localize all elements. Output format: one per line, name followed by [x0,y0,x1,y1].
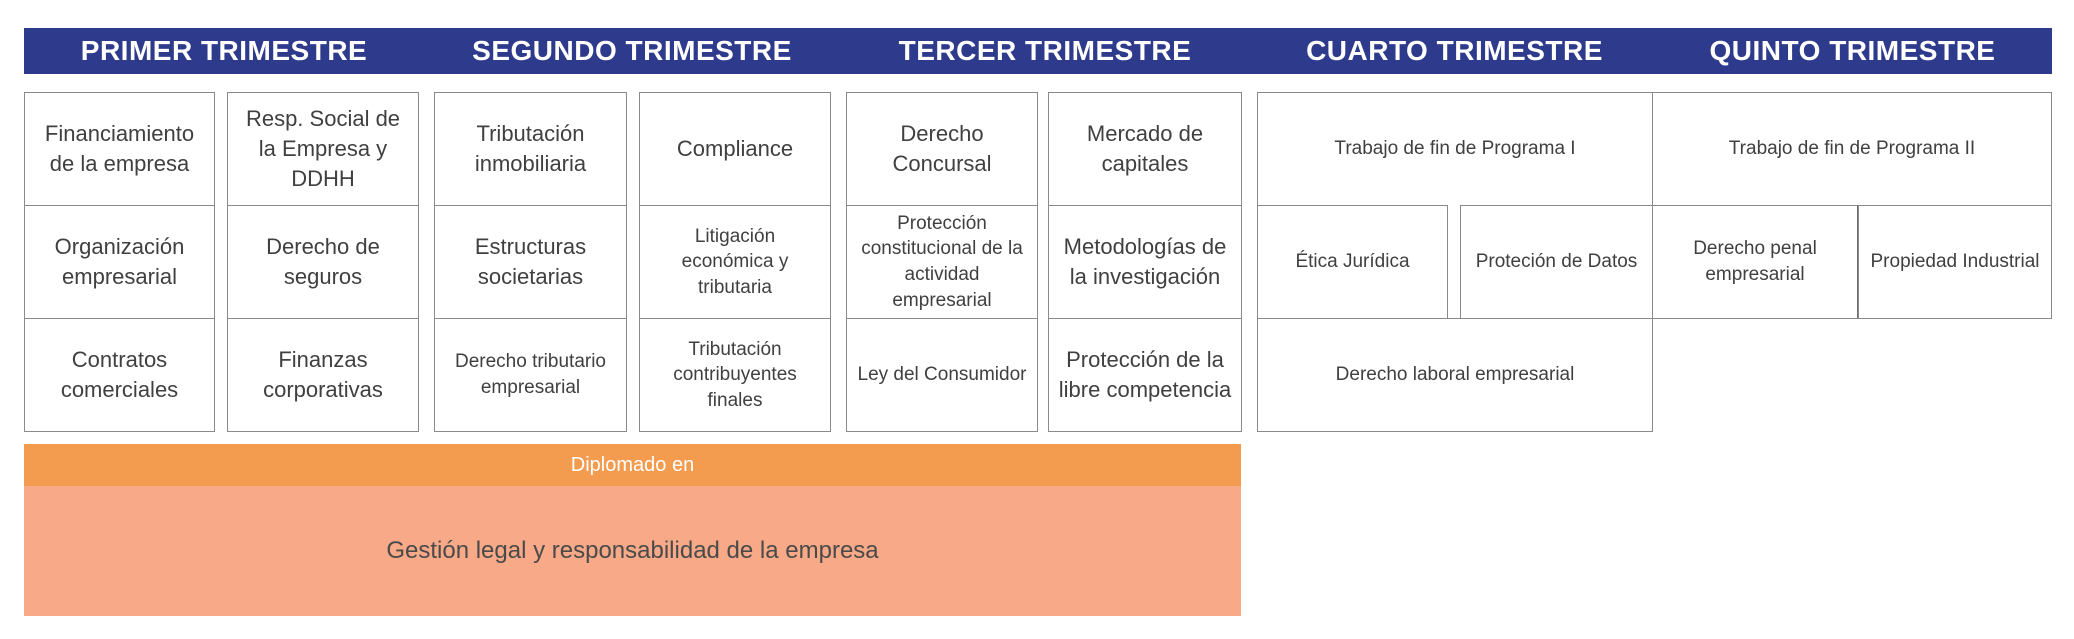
course-derecho-seguros: Derecho de seguros [227,205,419,319]
course-organizacion: Organización empresarial [24,205,215,319]
diplomado-title: Gestión legal y responsabilidad de la empresa [24,486,1241,616]
course-tributacion-contribuyentes: Tributación contribuyentes finales [639,318,831,432]
course-metodologias: Metodologías de la investigación [1048,205,1242,319]
column-separator [1447,205,1461,319]
course-litigacion: Litigación económica y tributaria [639,205,831,319]
course-proteccion-competencia: Protección de la libre competencia [1048,318,1242,432]
course-estructuras: Estructuras societarias [434,205,627,319]
trimester-title-4: CUARTO TRIMESTRE [1306,35,1603,66]
course-mercado-capitales: Mercado de capitales [1048,92,1242,206]
course-propiedad-industrial: Propiedad Industrial [1858,205,2052,319]
diplomado-label: Diplomado en [24,444,1241,486]
column-separator [214,92,228,432]
course-financiamiento: Financiamiento de la empresa [24,92,215,206]
course-compliance: Compliance [639,92,831,206]
trimester-title-2: SEGUNDO TRIMESTRE [472,35,792,66]
course-ley-consumidor: Ley del Consumidor [846,318,1038,432]
course-etica-juridica: Ética Jurídica [1257,205,1448,319]
course-tributacion-inmobiliaria: Tributación inmobiliaria [434,92,627,206]
course-resp-social: Resp. Social de la Empresa y DDHH [227,92,419,206]
course-protecion-datos: Proteción de Datos [1460,205,1653,319]
course-contratos: Contratos comerciales [24,318,215,432]
course-trabajo-fin-2: Trabajo de fin de Programa II [1652,92,2052,206]
course-derecho-penal: Derecho penal empresarial [1652,205,1859,319]
course-derecho-laboral: Derecho laboral empresarial [1257,318,1653,432]
course-derecho-concursal: Derecho Concursal [846,92,1038,206]
trimester-title-3: TERCER TRIMESTRE [898,35,1192,66]
column-separator [626,92,640,432]
course-trabajo-fin-1: Trabajo de fin de Programa I [1257,92,1653,206]
course-proteccion-constitucional: Protección constitucional de la actividad empresarial [846,205,1038,319]
course-finanzas: Finanzas corporativas [227,318,419,432]
trimester-title-5: QUINTO TRIMESTRE [1709,35,1996,66]
trimester-title-1: PRIMER TRIMESTRE [80,35,368,66]
course-derecho-tributario: Derecho tributario empresarial [434,318,627,432]
